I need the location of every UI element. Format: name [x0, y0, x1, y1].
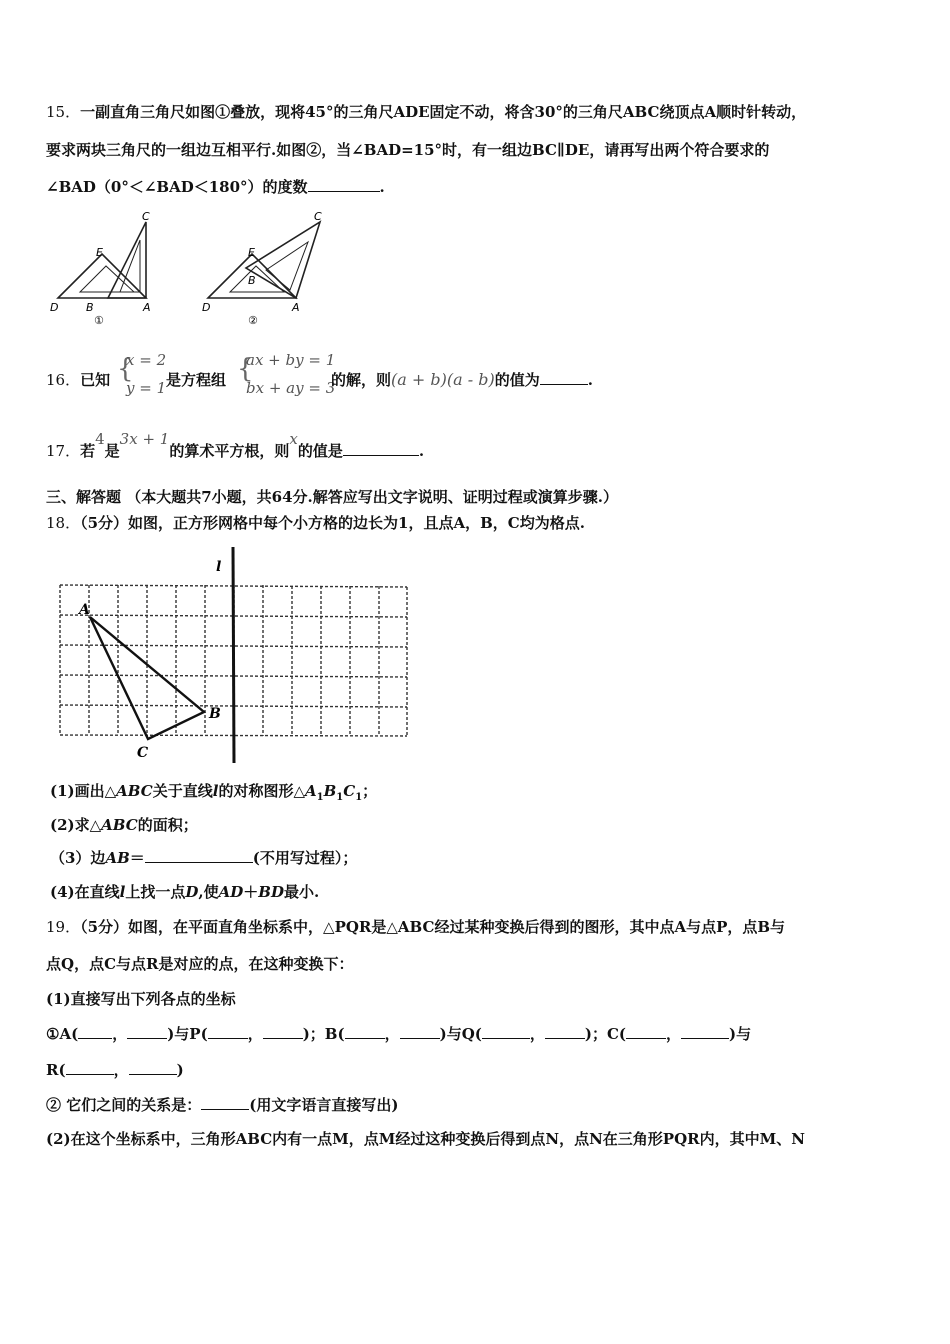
q19-l4-6: )与Q( — [439, 1025, 482, 1043]
q16-t5: . — [587, 371, 593, 389]
q16-t3: 的解，则 — [331, 371, 392, 389]
fig2-label-d: D — [202, 301, 211, 314]
q15-text-3: ∠BAD（0°＜∠BAD＜180°）的度数 — [46, 178, 308, 196]
fig2-label-c: C — [314, 212, 322, 223]
q18-p4-plus: ＋ — [243, 883, 259, 901]
q19-l4-2: )与P( — [167, 1025, 208, 1043]
q18-p1-mid: 关于直线 — [152, 782, 213, 800]
q17-t2: 是 — [104, 442, 120, 460]
q18-p3-answer-blank[interactable] — [145, 848, 253, 863]
q18-p1-abc: ABC — [116, 782, 153, 800]
q19-px-blank[interactable] — [208, 1024, 248, 1039]
label-c: C — [137, 745, 149, 761]
q19-ay-blank[interactable] — [127, 1024, 167, 1039]
q18-p3-ab: AB — [105, 849, 130, 867]
q17-t1: 若 — [80, 442, 96, 460]
q16-sys1-eq2: y = 1 — [126, 379, 167, 397]
triangle-abc-1-inner — [120, 240, 140, 292]
q17-four: 4 — [95, 430, 105, 448]
q16-number: 16． — [46, 371, 81, 389]
q19-l4-7: ， — [529, 1025, 545, 1043]
q18-p4-l: l — [119, 883, 126, 901]
q18-p1-a1: A — [304, 782, 317, 800]
section-heading: 三、解答题 （本大题共7小题，共64分.解答应写出文字说明、证明过程或演算步骤.） — [46, 488, 618, 506]
q16-system-2 — [246, 346, 335, 402]
q18-p1-sub-a: 1 — [316, 792, 324, 803]
q19-line2: 点Q，点C与点R是对应的点，在这种变换下： — [46, 955, 354, 973]
q16-t4: 的值为 — [494, 371, 540, 389]
q16-sys1-eq1: x = 2 — [126, 351, 167, 369]
q17-line — [46, 430, 910, 462]
fig2-label-b: B — [248, 274, 256, 287]
q19-l4-8: )；C( — [584, 1025, 627, 1043]
q15-period: . — [379, 178, 385, 196]
q19-cy-blank[interactable] — [681, 1024, 729, 1039]
q18-p1-sub-c: 1 — [355, 792, 363, 803]
q18-p2-pre: (2)求△ — [50, 816, 102, 834]
q19-number: 19． — [46, 918, 81, 936]
q16-system-1 — [126, 346, 166, 402]
q18-p3-pre: （3）边 — [50, 849, 106, 867]
q16-sys2-eq2: bx + ay = 3 — [246, 379, 336, 397]
q19-cx-blank[interactable] — [626, 1024, 666, 1039]
q15-answer-blank[interactable] — [308, 177, 380, 192]
q18-grid-figure — [52, 543, 414, 765]
q18-p1-b1: B — [323, 782, 337, 800]
q19-l4-0: ①A( — [46, 1025, 79, 1043]
q19-bx-blank[interactable] — [345, 1024, 385, 1039]
q16-brace-2: { — [237, 354, 254, 384]
q19-rx-blank[interactable] — [66, 1060, 114, 1075]
q18-part4 — [50, 881, 910, 903]
q19-py-blank[interactable] — [263, 1024, 303, 1039]
q15-number: 15． — [46, 103, 81, 121]
q18-p2-abc: ABC — [101, 816, 138, 834]
fig1-label-a: A — [143, 301, 151, 314]
q16-sys2-eq1: ax + by = 1 — [246, 351, 336, 369]
fig2-caption: ② — [248, 314, 258, 327]
line-l — [233, 547, 234, 763]
q19-line6 — [46, 1094, 910, 1116]
q18-part3 — [50, 847, 910, 869]
fig1-label-b: B — [86, 301, 94, 314]
q19-text-1: （5分）如图，在平面直角坐标系中，△PQR是△ABC经过某种变换后得到的图形，其中点A与点P，点B与 — [80, 918, 786, 936]
triangle-abc-2-inner — [266, 242, 308, 290]
q18-p4-mid: 上找一点 — [125, 883, 186, 901]
q15-text-1: 一副直角三角尺如图①叠放，现将45°的三角尺ADE固定不动，将含30°的三角尺ABC绕顶点A顺时针转动， — [80, 103, 807, 121]
q17-answer-blank[interactable] — [343, 441, 419, 456]
q18-p2-post: 的面积； — [137, 816, 198, 834]
q18-p1-c1: C — [343, 782, 356, 800]
q19-qx-blank[interactable] — [482, 1024, 530, 1039]
q19-line1 — [46, 916, 910, 938]
q19-line7: (2)在这个坐标系中，三角形ABC内有一点M，点M经过这种变换后得到点N，点N在三角形PQR内，其中M、N — [46, 1130, 805, 1148]
q19-relation-blank[interactable] — [201, 1095, 249, 1110]
q19-l4-9: ， — [666, 1025, 682, 1043]
q16-brace-1: { — [117, 354, 134, 384]
q19-by-blank[interactable] — [400, 1024, 440, 1039]
q19-l5-1: ， — [113, 1061, 129, 1079]
q16-answer-blank[interactable] — [540, 370, 588, 385]
q18-stem — [46, 512, 910, 534]
q17-t3: 的算术平方根，则 — [169, 442, 290, 460]
q18-p1-sub-b: 1 — [336, 792, 344, 803]
q19-line5 — [46, 1059, 910, 1081]
q18-p4-ad: AD — [218, 883, 244, 901]
q17-t5: . — [418, 442, 425, 460]
q18-p4-mid2: ,使 — [198, 883, 219, 901]
q19-l5-0: R( — [46, 1061, 66, 1079]
fig1-label-e: E — [96, 246, 103, 259]
q15-figure-2 — [208, 222, 320, 298]
q18-p1-end: ； — [362, 782, 378, 800]
q15-figure-1 — [58, 222, 146, 298]
fig1-caption: ① — [94, 314, 104, 327]
q17-x: x — [289, 430, 298, 448]
q15-line2: 要求两块三角尺的一组边互相平行.如图②，当∠BAD=15°时，有一组边BC∥DE，请再写出两个符合要求的 — [46, 141, 770, 159]
q17-expr: 3x + 1 — [119, 430, 170, 448]
label-a: A — [79, 602, 90, 618]
label-b: B — [209, 706, 221, 722]
q18-p1-pre: (1)画出△ — [50, 782, 117, 800]
q18-part1 — [50, 780, 910, 809]
q19-l4-1: ， — [112, 1025, 128, 1043]
q18-stem-text: （5分）如图，正方形网格中每个小方格的边长为1，且点A，B，C均为格点. — [80, 514, 585, 532]
q15-figures — [50, 212, 370, 330]
q18-p4-d: D — [185, 883, 199, 901]
fig1-label-d: D — [50, 301, 59, 314]
q16-tail — [331, 369, 910, 391]
q19-l5-2: ) — [176, 1061, 184, 1079]
q19-l6-post: (用文字语言直接写出) — [249, 1096, 399, 1114]
q15-line1 — [46, 101, 910, 123]
q17-number: 17． — [46, 442, 81, 460]
q19-ry-blank[interactable] — [129, 1060, 177, 1075]
q16-t1: 已知 — [80, 371, 111, 389]
q18-p4-pre: (4)在直线 — [50, 883, 120, 901]
fig2-label-e: E — [248, 246, 255, 259]
q19-l4-5: ， — [384, 1025, 400, 1043]
q19-line4 — [46, 1023, 910, 1045]
label-l: l — [216, 559, 222, 575]
fig2-label-a: A — [292, 301, 300, 314]
q19-l4-4: )；B( — [302, 1025, 345, 1043]
q19-qy-blank[interactable] — [545, 1024, 585, 1039]
q18-p4-post: 最小. — [283, 883, 320, 901]
q18-p1-l: l — [212, 782, 219, 800]
q18-p1-post: 的对称图形△ — [218, 782, 305, 800]
q18-p3-post: (不用写过程）； — [252, 849, 358, 867]
q19-l6-pre: ② 它们之间的关系是： — [46, 1096, 202, 1114]
q15-line3 — [46, 176, 910, 198]
q19-ax-blank[interactable] — [78, 1024, 112, 1039]
q16-t2: 是方程组 — [166, 371, 227, 389]
q19-l4-10: )与 — [729, 1025, 752, 1043]
q18-p4-bd: BD — [258, 883, 284, 901]
q18-p3-eq: ＝ — [129, 849, 145, 867]
q17-t4: 的值是 — [297, 442, 343, 460]
q19-line3: (1)直接写出下列各点的坐标 — [46, 990, 236, 1008]
fig1-label-c: C — [142, 212, 150, 223]
q18-number: 18． — [46, 514, 81, 532]
q18-part2 — [50, 814, 910, 836]
q16-expr: (a + b)(a - b) — [391, 370, 495, 389]
q19-l4-3: ， — [247, 1025, 263, 1043]
